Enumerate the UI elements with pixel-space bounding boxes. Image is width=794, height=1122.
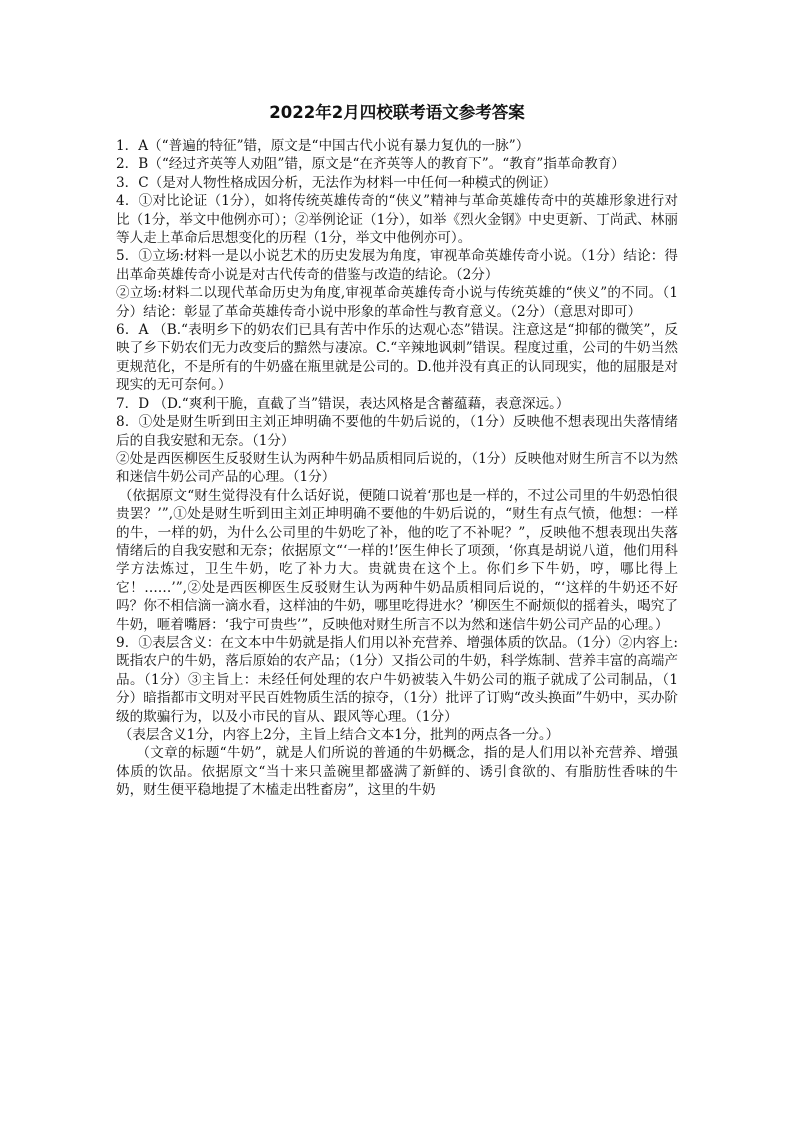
- answer-4: 4．①对比论证（1分），如将传统英雄传奇的“侠义”精神与革命英雄传奇中的英雄形象进行对比（1分，举文中他例亦可）；②举例论证（1分），如举《烈火金钢》中史更新、丁尚武、林丽等人走上革命后思想变化的历程（1分，举文中他例亦可）。: [116, 193, 678, 247]
- answer-8-part-1: 8．①处是财生听到田主刘正坤明确不要他的牛奶后说的，（1分）反映他不想表现出失落情绪后的自我安慰和无奈。（1分）: [116, 414, 678, 449]
- document-body: [116, 137, 678, 800]
- answer-2: 2．B（“经过齐英等人劝阻”错，原文是“在齐英等人的教育下”。“教育”指革命教育）: [116, 156, 625, 173]
- answer-1: 1．A（“普遍的特征”错，原文是“中国古代小说有暴力复仇的一脉”）: [116, 138, 530, 154]
- answer-9-scoring-note: （表层含义1分，内容上2分，主旨上结合文本1分，批判的两点各一分。）: [118, 727, 560, 743]
- answer-key-page: [116, 101, 678, 800]
- answer-3: 3．C（是对人物性格成因分析，无法作为材料一中任何一种模式的例证）: [116, 174, 557, 191]
- document-title: 2022年2月四校联考语文参考答案: [269, 103, 525, 122]
- answer-8-explanation: （依据原文“财生觉得没有什么话好说，便随口说着‘那也是一样的，不过公司里的牛奶恐怕很贵罢？’”,①处是财生听到田主刘正坤明确不要他的牛奶后说的，“财生有点气愤，他想：一样的牛，一样的奶，为什么公司里的牛奶吃了补，他的吃了不补呢？”，反映他不想表现出失落情绪后的自我安慰和无奈；依据原文“‘一样的!’医生伸长了项颈，‘你真是胡说八道，他们用科学方法炼过，卫生牛奶，吃了补力大。贵就贵在这个上。你们乡下牛奶，哼，哪比得上它！……’”,②处是西医柳医生反驳财生认为两种牛奶品质相同后说的，“‘这样的牛奶还不好吗？你不相信滴一滴水看，这样油的牛奶，哪里吃得进水？’柳医生不耐烦似的摇着头，喝究了牛奶，咂着嘴唇：‘我宁可贵些’”，反映他对财生所言不以为然和迷信牛奶公司产品的心理。）: [116, 487, 678, 633]
- answer-6: 6．A （B.“表明乡下的奶农们已具有苦中作乐的达观心态”错误。注意这是“抑郁的微笑”，反映了乡下奶农们无力改变后的黯然与凄凉。C.“辛辣地讽刺”错误。程度过重，公司的牛奶当然更规范化，不是所有的牛奶盛在瓶里就是公司的。D.他并没有真正的认同现实，他的屈服是对现实的无可奈何。）: [116, 322, 678, 394]
- answer-9: 9．①表层含义：在文本中牛奶就是指人们用以补充营养、增强体质的饮品。（1分）②内容上:既指农户的牛奶，落后原始的农产品；（1分）又指公司的牛奶，科学炼制、营养丰富的高端产品。（1分）③主旨上：未经任何处理的农户牛奶被装入牛奶公司的瓶子就成了公司制品，（1分）暗指都市文明对平民百姓物质生活的掠夺，（1分）批评了订购“改头换面”牛奶中，买办阶级的欺骗行为，以及小市民的盲从、跟风等心理。（1分）: [116, 634, 678, 725]
- answer-8-part-2: ②处是西医柳医生反驳财生认为两种牛奶品质相同后说的，（1分）反映他对财生所言不以为然和迷信牛奶公司产品的心理。（1分）: [116, 450, 678, 486]
- answer-5-part-1: 5．①立场:材料一是以小说艺术的历史发展为角度，审视革命英雄传奇小说。（1分）结论：得出革命英雄传奇小说是对古代传奇的借鉴与改造的结论。（2分）: [116, 248, 678, 283]
- answer-7: 7．D （D.“爽利干脆，直截了当”错误，表达风格是含蓄蕴藉，表意深远。）: [116, 395, 570, 412]
- answer-5-part-2: ②立场:材料二以现代革命历史为角度,审视革命英雄传奇小说与传统英雄的“侠义”的不同。（1分）结论：彰显了革命英雄传奇小说中形象的革命性与教育意义。（2分）（意思对即可）: [116, 285, 678, 320]
- answer-9-explanation: （文章的标题“牛奶”，就是人们所说的普通的牛奶概念，指的是人们用以补充营养、增强体质的饮品。依据原文“当十来只盖碗里都盛满了新鲜的、诱引食欲的、有脂肪性香味的牛奶，财生便平稳地提了木榼走出牲畜房”，这里的牛奶: [116, 745, 678, 799]
